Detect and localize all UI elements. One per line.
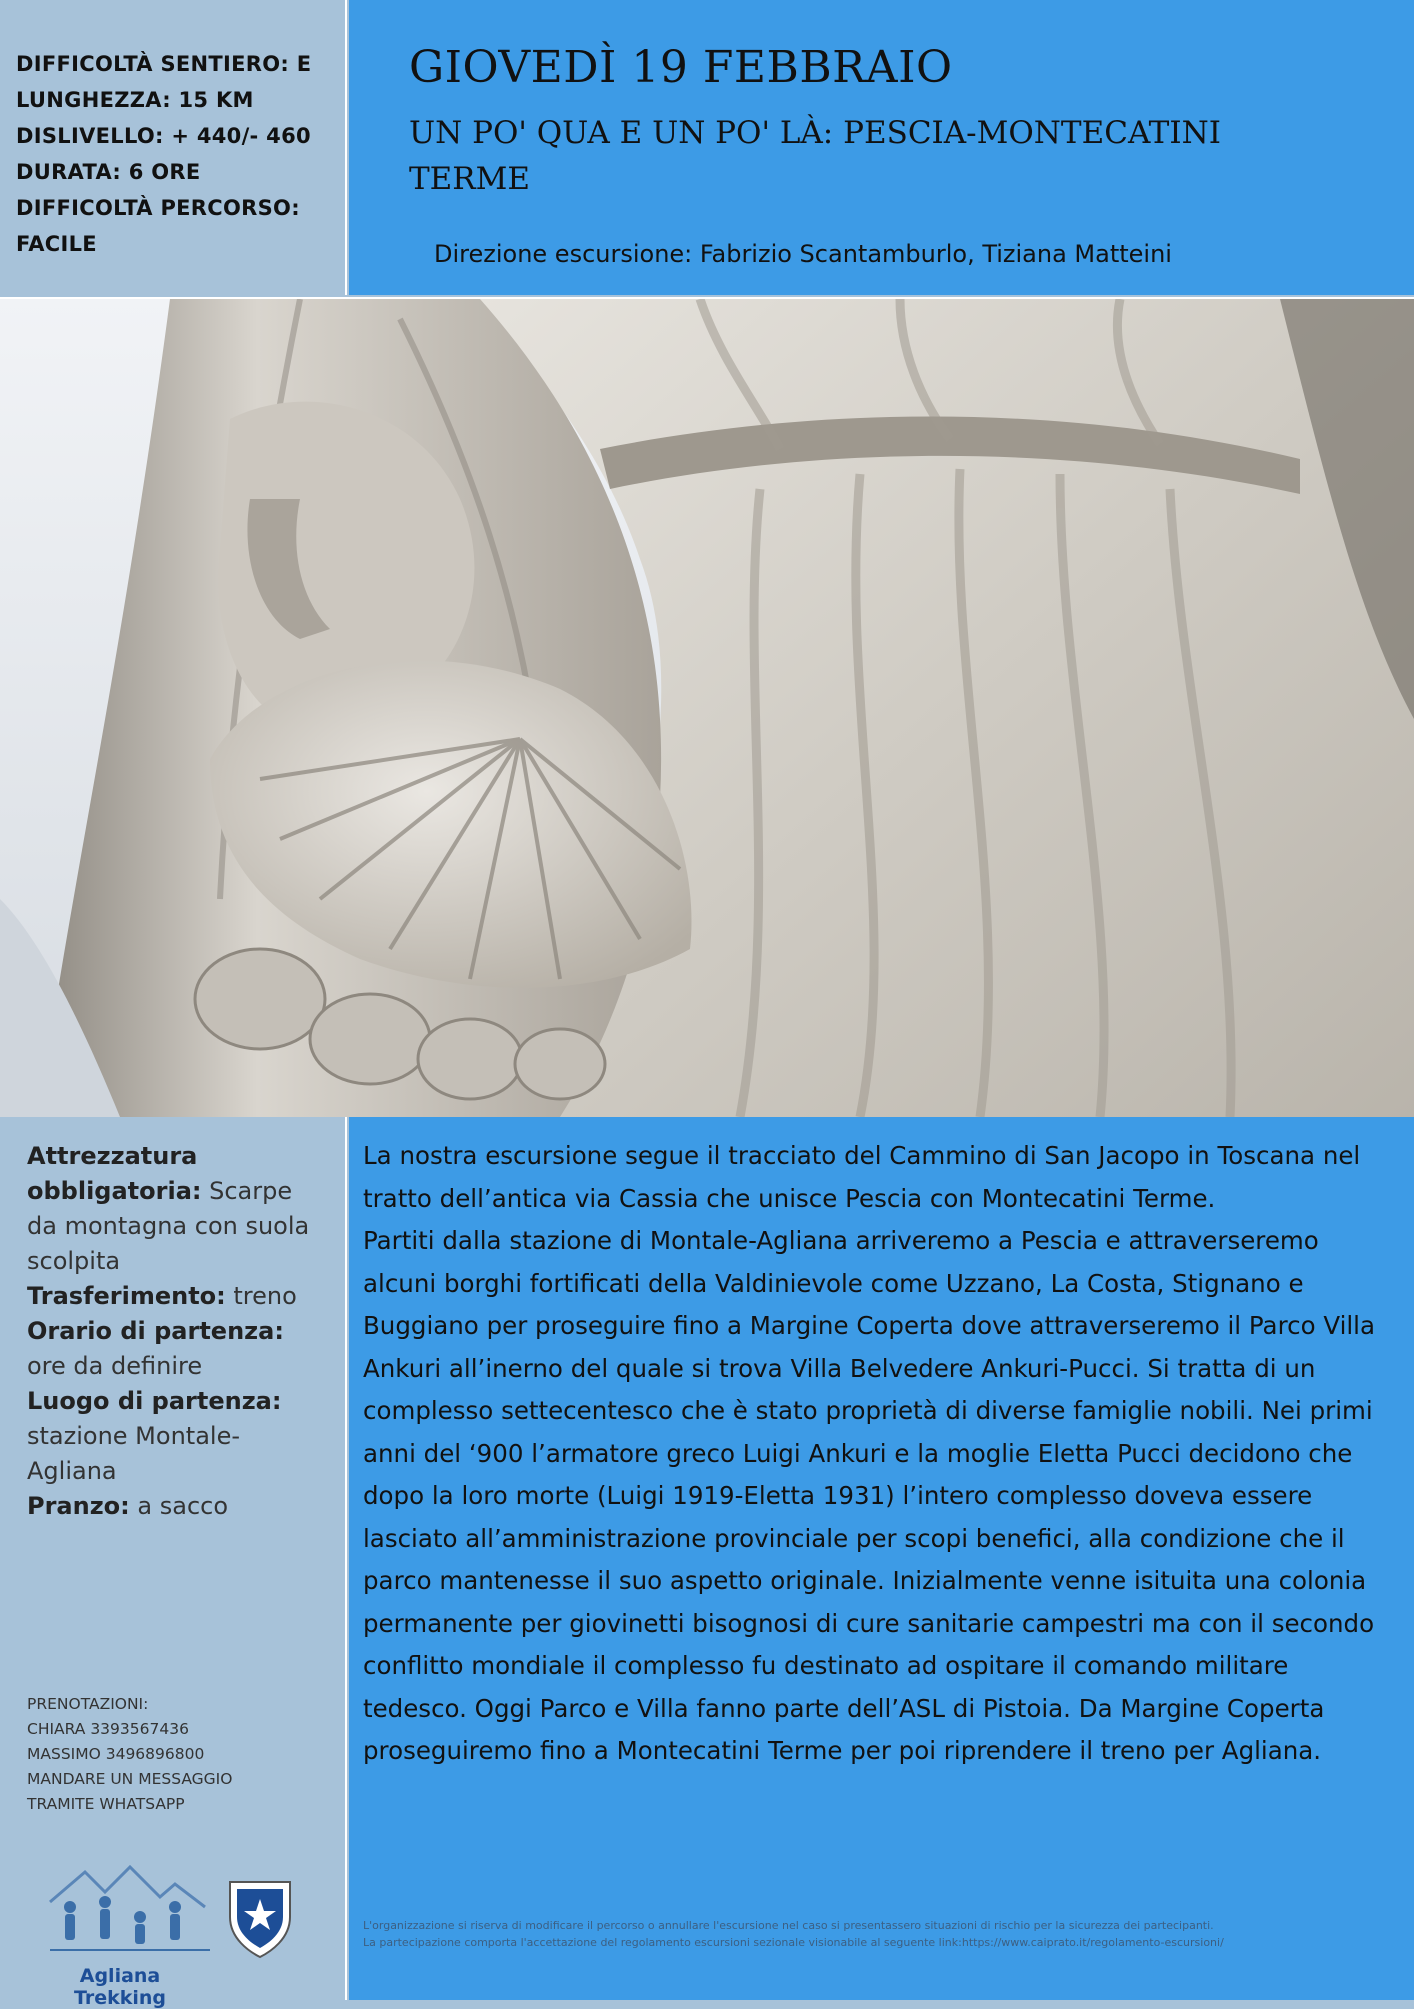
description-paragraph-1: La nostra escursione segue il tracciato del Cammino di San Jacopo in Toscana nel tratto dell’antica via Cassia che unisce Pescia con Montecatini Terme. <box>363 1141 1361 1213</box>
hikers-logo-icon <box>50 1867 210 1950</box>
header-panel <box>349 0 1414 295</box>
booking-contact-massimo: MASSIMO 3496896800 <box>27 1745 205 1763</box>
info-departure-place <box>27 1384 327 1489</box>
description-paragraph-2: Partiti dalla stazione di Montale-Agliana arriveremo a Pescia e attraverseremo alcuni borghi fortificati della Valdinievole come Uzzano, La Costa, Stignano e Buggiano per proseguire fino a Margine Coperta dove attraverseremo il Parco Villa Ankuri all’inerno del quale si trova Villa Belvedere Ankuri-Pucci. Si tratta di un complesso settecentesco che è stato proprietà di diverse famiglie nobili. Nei primi anni del ‘900 l’armatore greco Luigi Ankuri e la moglie Eletta Pucci decidono che dopo la loro morte (Luigi 1919-Eletta 1931) l’intero complesso doveva essere lasciato all’amministrazione provinciale per scopi benefici, alla condizione che il parco mantenesse il suo aspetto originale. Inizialmente venne isituita una colonia permanente per giovinetti bisognosi di cure sanitarie campestri ma con il secondo conflitto mondiale il complesso fu destinato ad ospitare il comando militare tedesco. Oggi Parco e Villa fanno parte dell’ASL di Pistoia. Da Margine Coperta proseguiremo fino a Montecatini Terme per poi riprendere il treno per Agliana. <box>363 1226 1376 1765</box>
stat-trail-difficulty: DIFFICOLTÀ SENTIERO: E <box>16 52 312 76</box>
departure-place-value: stazione Montale-Agliana <box>27 1422 240 1485</box>
departure-time-value: ore da definire <box>27 1352 203 1380</box>
brand-name: Agliana Trekking <box>73 1965 167 2009</box>
info-departure-time <box>27 1314 327 1384</box>
page-title: GIOVEDÌ 19 FEBBRAIO <box>409 42 953 93</box>
stat-length: LUNGHEZZA: 15 KM <box>16 88 254 112</box>
equipment-label: Attrezzatura obbligatoria: <box>27 1142 202 1205</box>
trail-stats-panel <box>0 0 347 295</box>
disclaimer-line-2: La partecipazione comporta l'accettazione del regolamento escursioni sezionale visionabile al seguente link:https://www.caiprato.it/regolamento-escursioni/ <box>363 1936 1224 1949</box>
transfer-label: Trasferimento: <box>27 1282 226 1310</box>
booking-info <box>27 1692 327 1817</box>
booking-note-2: TRAMITE WHATSAPP <box>27 1795 185 1813</box>
booking-title: PRENOTAZIONI: <box>27 1695 149 1713</box>
info-equipment <box>27 1139 327 1279</box>
cai-shield-icon <box>230 1882 290 1957</box>
transfer-value: treno <box>225 1282 297 1310</box>
departure-time-label: Orario di partenza: <box>27 1317 284 1345</box>
description-panel <box>349 1117 1414 2000</box>
logos <box>45 1862 305 1982</box>
stat-route-difficulty-value: FACILE <box>16 232 97 256</box>
info-panel <box>0 1117 347 2009</box>
booking-note-1: MANDARE UN MESSAGGIO <box>27 1770 233 1788</box>
disclaimer <box>363 1917 1403 1951</box>
booking-contact-chiara: CHIARA 3393567436 <box>27 1720 189 1738</box>
lunch-label: Pranzo: <box>27 1492 130 1520</box>
description-text <box>363 1135 1383 1773</box>
excursion-info <box>27 1139 327 1524</box>
equipment-value: Scarpe da montagna con suola scolpita <box>27 1177 310 1275</box>
lunch-value: a sacco <box>129 1492 229 1520</box>
disclaimer-line-1: L'organizzazione si riserva di modificare il percorso o annullare l'escursione nel caso si presentassero situazioni di rischio per la sicurezza dei partecipanti. <box>363 1919 1214 1932</box>
stat-duration: DURATA: 6 ORE <box>16 160 201 184</box>
info-lunch <box>27 1489 327 1524</box>
stat-route-difficulty-label: DIFFICOLTÀ PERCORSO: <box>16 196 300 220</box>
statue-photo <box>0 297 1414 1117</box>
statue-illustration <box>0 299 1414 1117</box>
page-subtitle: UN PO' QUA E UN PO' LÀ: PESCIA-MONTECATINI TERME <box>409 115 1221 197</box>
departure-place-label: Luogo di partenza: <box>27 1387 282 1415</box>
excursion-direction: Direzione escursione: Fabrizio Scantamburlo, Tiziana Matteini <box>434 240 1172 268</box>
stat-elevation: DISLIVELLO: + 440/- 460 <box>16 124 311 148</box>
info-transfer <box>27 1279 327 1314</box>
